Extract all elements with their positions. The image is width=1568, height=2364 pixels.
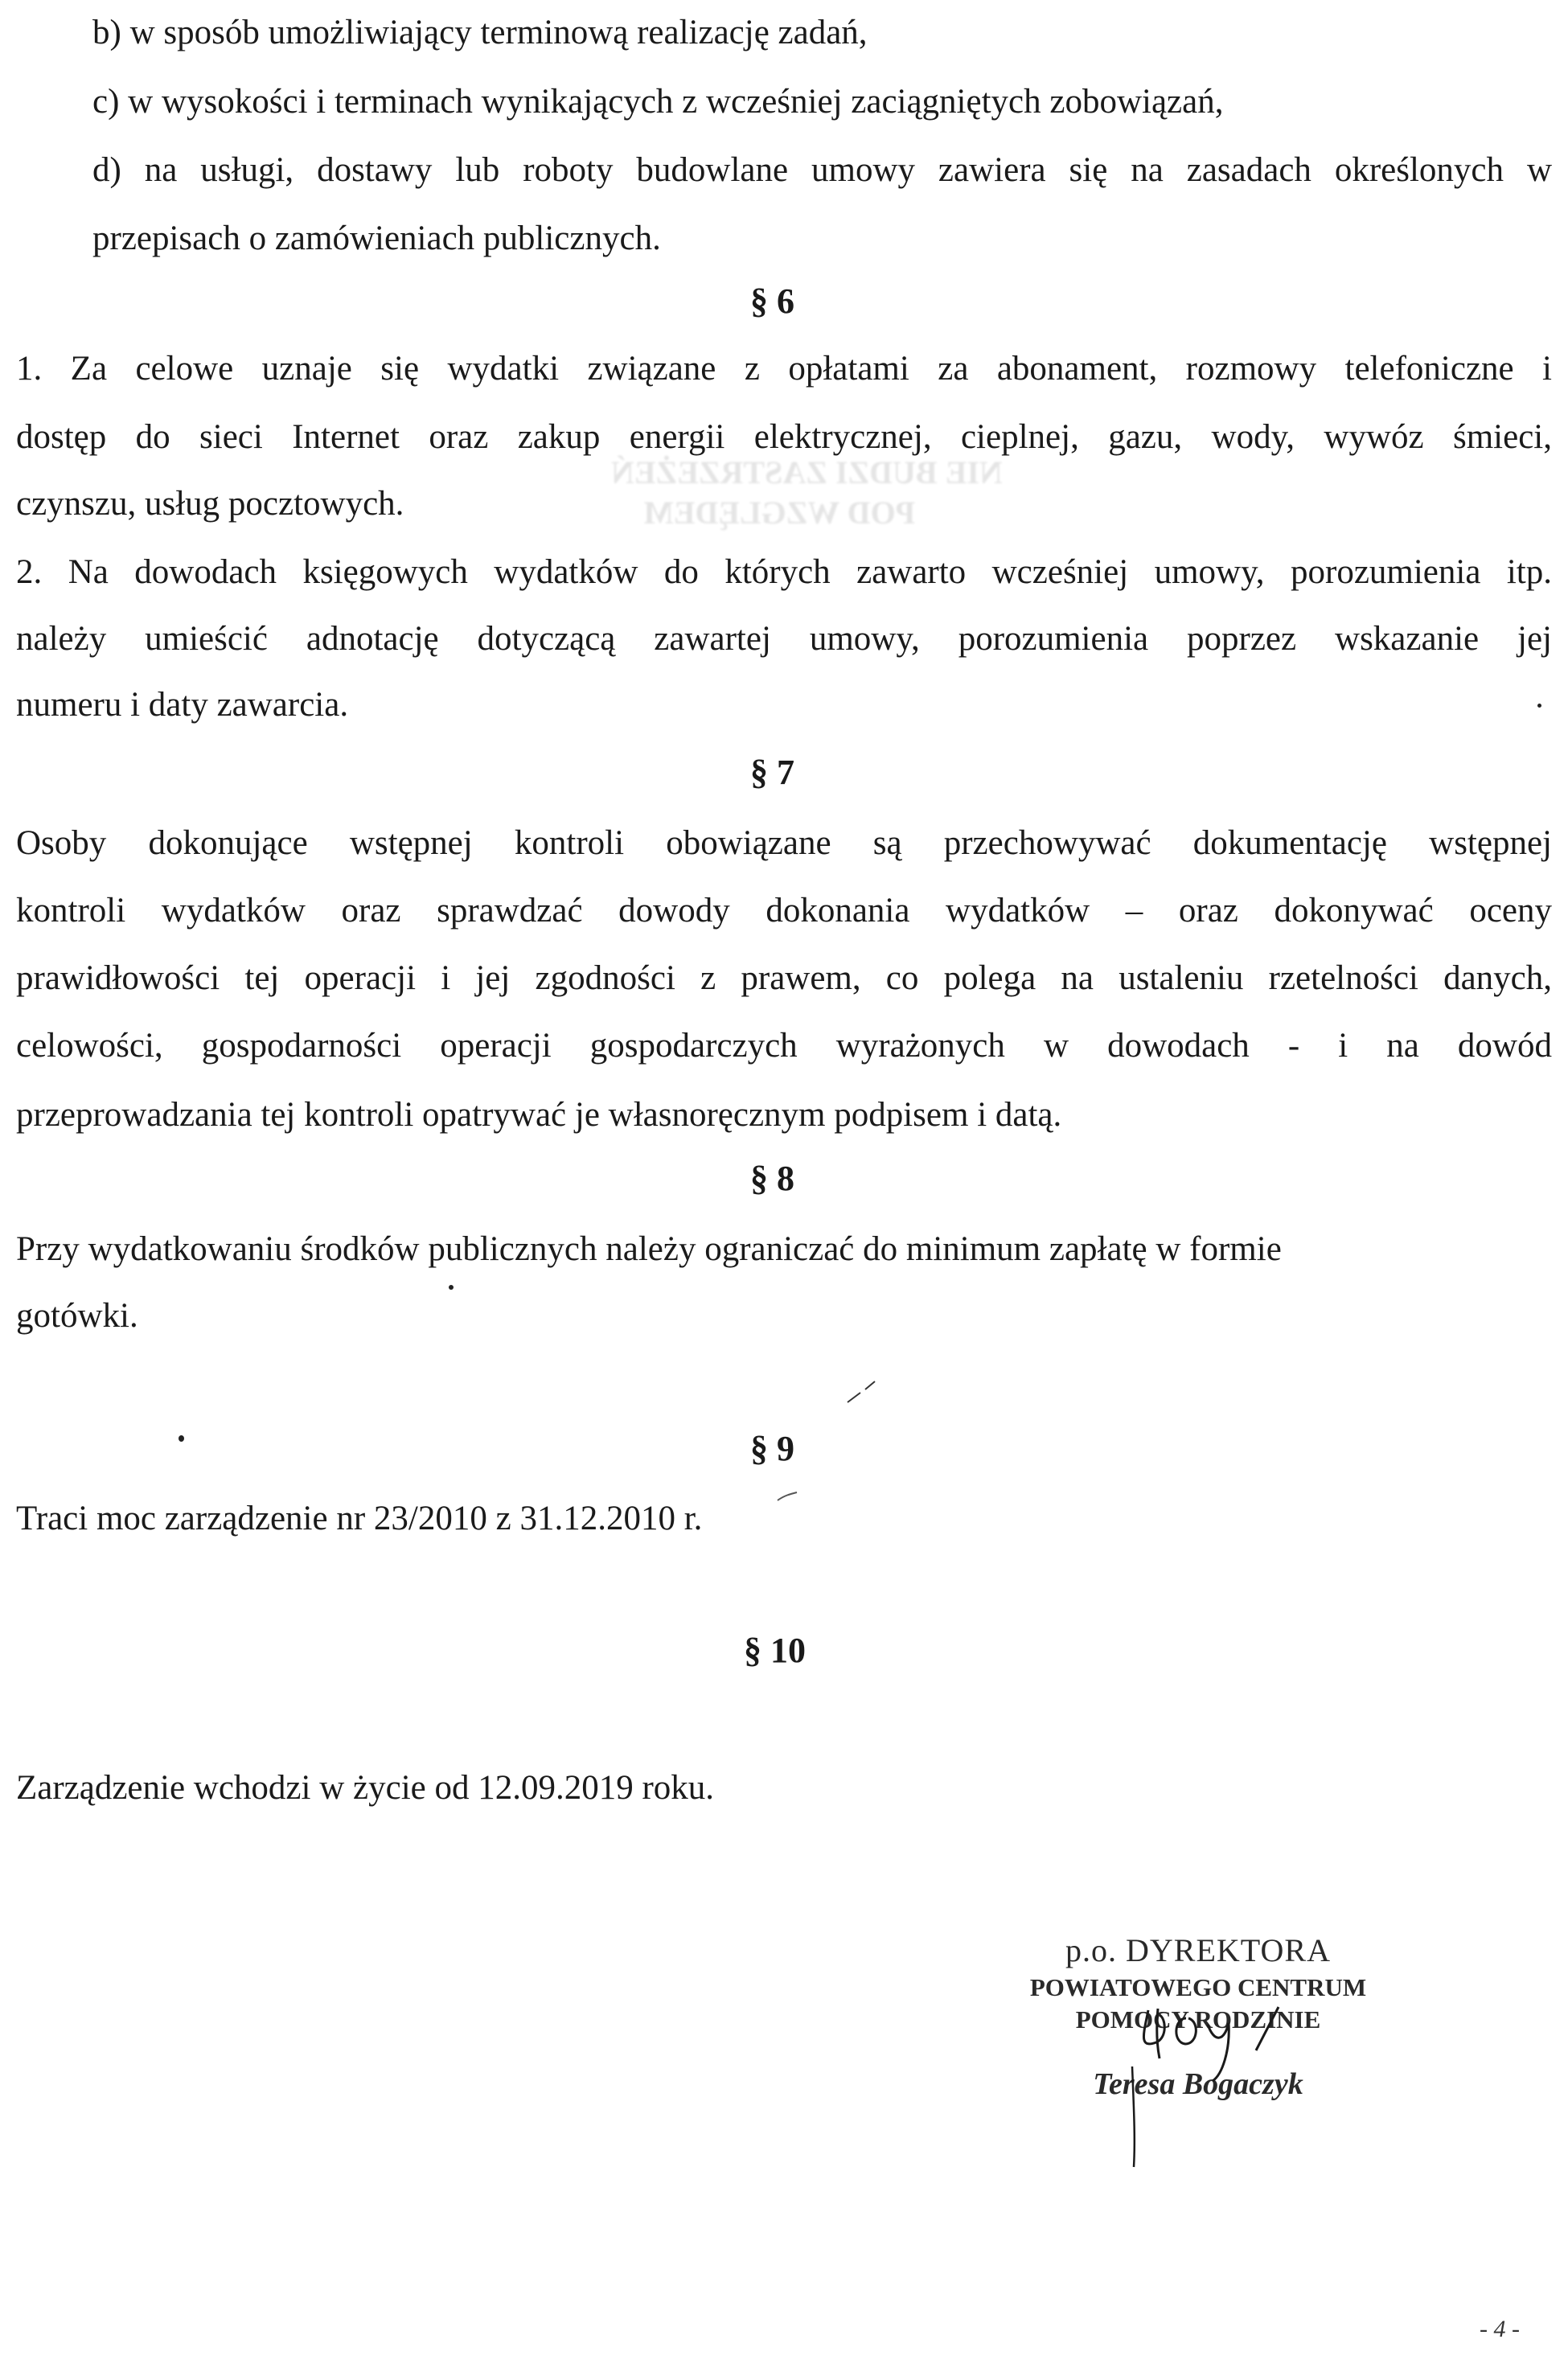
section-7-line: prawidłowości tej operacji i jej zgodności z prawem, co polega na ustaleniu rzetelności danych, bbox=[16, 959, 1552, 997]
scan-speck bbox=[449, 1285, 454, 1290]
section-6-line: dostęp do sieci Internet oraz zakup energii elektrycznej, cieplnej, gazu, wody, wywóz śmieci, bbox=[16, 418, 1552, 456]
scan-speck bbox=[1537, 704, 1541, 708]
section-7-line: celowości, gospodarności operacji gospodarczych wyrażonych w dowodach - i na dowód bbox=[16, 1027, 1552, 1065]
section-9-line: Traci moc zarządzenie nr 23/2010 z 31.12.2010 r. bbox=[16, 1500, 703, 1537]
body-line: b) w sposób umożliwiający terminową realizację zadań, bbox=[92, 14, 868, 51]
section-10-line: Zarządzenie wchodzi w życie od 12.09.2019 roku. bbox=[16, 1769, 715, 1807]
section-heading-6: § 6 bbox=[750, 281, 794, 321]
stamp-name: Teresa Bogaczyk bbox=[1093, 2067, 1303, 2101]
bleed-through-text: NIE BUDZI ZASTRZEŻEŃ bbox=[611, 454, 1003, 490]
page-number: - 4 - bbox=[1480, 2316, 1520, 2342]
section-6-line: czynszu, usług pocztowych. bbox=[16, 485, 404, 523]
section-6-line: należy umieścić adnotację dotyczącą zawartej umowy, porozumienia poprzez wskazanie jej bbox=[16, 620, 1552, 658]
section-7-line: przeprowadzania tej kontroli opatrywać je własnoręcznym podpisem i datą. bbox=[16, 1096, 1062, 1134]
pen-mark bbox=[776, 1489, 800, 1505]
body-line: d) na usługi, dostawy lub roboty budowlane umowy zawiera się na zasadach określonych w bbox=[92, 151, 1552, 189]
stamp-title: p.o. DYREKTORA bbox=[1065, 1932, 1331, 1968]
section-6-line: 1. Za celowe uznaje się wydatki związane z opłatami za abonament, rozmowy telefoniczne i bbox=[16, 350, 1552, 388]
section-heading-7: § 7 bbox=[750, 753, 794, 792]
section-7-line: kontroli wydatków oraz sprawdzać dowody dokonania wydatków – oraz dokonywać oceny bbox=[16, 892, 1552, 930]
section-7-line: Osoby dokonujące wstępnej kontroli obowiązane są przechowywać dokumentację wstępnej bbox=[16, 824, 1552, 862]
body-line: przepisach o zamówieniach publicznych. bbox=[92, 220, 661, 257]
section-heading-10: § 10 bbox=[744, 1631, 806, 1670]
body-line: c) w wysokości i terminach wynikających z wcześniej zaciągniętych zobowiązań, bbox=[92, 83, 1224, 121]
pen-mark bbox=[843, 1377, 883, 1409]
stamp-institution: POWIATOWEGO CENTRUM bbox=[1029, 1973, 1367, 2001]
stamp-institution: POMOCY RODZINIE bbox=[1075, 2005, 1321, 2034]
bleed-through-text: POD WZGLĘDEM bbox=[643, 495, 916, 531]
section-heading-9: § 9 bbox=[750, 1429, 794, 1468]
scan-speck bbox=[179, 1435, 184, 1442]
section-8-line: gotówki. bbox=[16, 1297, 138, 1335]
section-8-line: Przy wydatkowaniu środków publicznych należy ograniczać do minimum zapłatę w formie bbox=[16, 1230, 1282, 1268]
handwritten-signature bbox=[1110, 1986, 1351, 2179]
section-6-line: 2. Na dowodach księgowych wydatków do których zawarto wcześniej umowy, porozumienia itp. bbox=[16, 553, 1552, 591]
section-heading-8: § 8 bbox=[750, 1159, 794, 1198]
section-6-line: numeru i daty zawarcia. bbox=[16, 686, 349, 724]
